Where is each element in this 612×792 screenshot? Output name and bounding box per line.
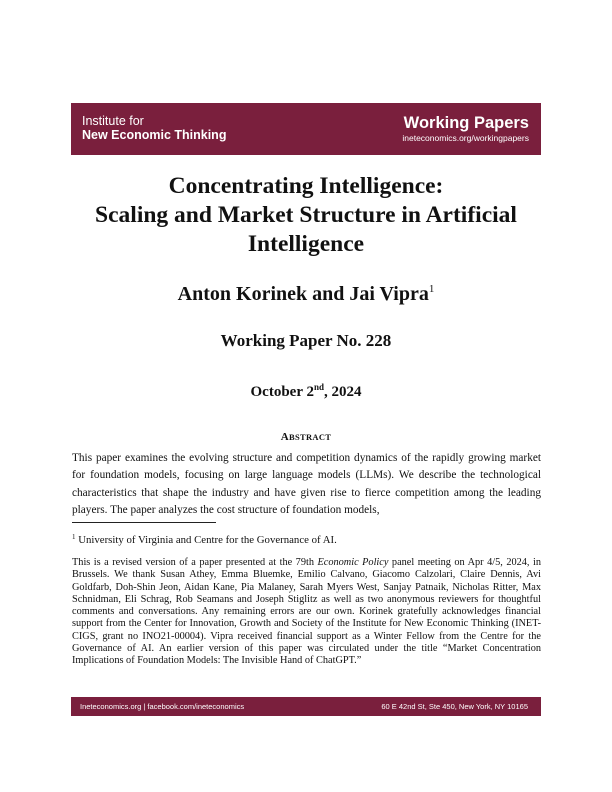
footer-bar (71, 697, 541, 716)
footer-address: 60 E 42nd St, Ste 450, New York, NY 10165 (381, 702, 528, 711)
author-names: Anton Korinek and Jai Vipra (177, 283, 429, 305)
note-part-1: This is a revised version of a paper presented at the 79th (72, 557, 318, 568)
paper-title (60, 172, 552, 259)
footer-links[interactable]: Ineteconomics.org | facebook.com/ineteconomics (80, 702, 245, 711)
series-title: Working Papers (403, 114, 529, 132)
authors (60, 283, 552, 306)
footnote (72, 530, 541, 547)
abstract-heading-initial: A (280, 431, 289, 443)
series-url-link[interactable]: ineteconomics.org/workingpapers (402, 133, 529, 143)
footnote-text: University of Virginia and Centre for the Governance of AI. (75, 534, 337, 546)
revision-note (72, 557, 541, 668)
date-year: , 2024 (323, 384, 362, 400)
footnote-mark: 1 (72, 533, 76, 541)
working-paper-number: Working Paper No. 228 (220, 331, 392, 350)
abstract-heading (60, 431, 552, 443)
institute-name-line2: New Economic Thinking (82, 128, 227, 142)
series-block (402, 113, 529, 144)
header-banner (71, 103, 541, 155)
date-day: October 2 (250, 384, 314, 400)
institute-logo[interactable] (82, 114, 226, 142)
footnote-divider (72, 522, 216, 523)
abstract-text: This paper examines the evolving structure and competition dynamics of the rapidly growing market for foundation models, focusing on large language models (LLMs). We describe the technological characteristics that shape the industry and have given rise to fierce competition among the leading players. The paper analyzes the cost structure of foundation models, (72, 452, 541, 516)
note-part-2: panel meeting on Apr 4/5, 2024, in Brussels. We thank Susan Athey, Emma Bluemke, Emilio Calvano, Giacomo Calzolari, Claire Dennis, Avi Goldfarb, Doh-Shin Jeon, Aidan Kane, Pia Malaney, Sarah Myers West, Sanjay Patnaik, Nicholas Ritter, Max Schnidman, Eli Schrag, Rob Seamans and Joseph Stiglitz as well as two anonymous reviewers for thoughtful comments and conversations. Any remaining errors are our own. Korinek gratefully acknowledges financial support from the Center for Innovation, Growth and Society of the Institute for New Economic Thinking (INET-CIGS, grant no INO21-00004). Vipra received financial support as a Winter Fellow from the Centre for the Governance of AI. An earlier version of this paper was circulated under the title “Market Concentration Implications of Foundation Models: The Invisible Hand of ChatGPT.” (72, 557, 541, 667)
publication-date (60, 382, 552, 401)
note-journal-name: Economic Policy (317, 557, 389, 568)
abstract-heading-rest: BSTRACT (288, 432, 332, 442)
title-line-3: Intelligence (247, 231, 365, 257)
institute-name-line1: Institute for (82, 114, 144, 128)
title-line-1: Concentrating Intelligence: (168, 173, 444, 199)
author-footnote-marker[interactable]: 1 (428, 283, 435, 295)
title-line-2: Scaling and Market Structure in Artificial (95, 202, 517, 228)
date-suffix: nd (313, 382, 324, 392)
